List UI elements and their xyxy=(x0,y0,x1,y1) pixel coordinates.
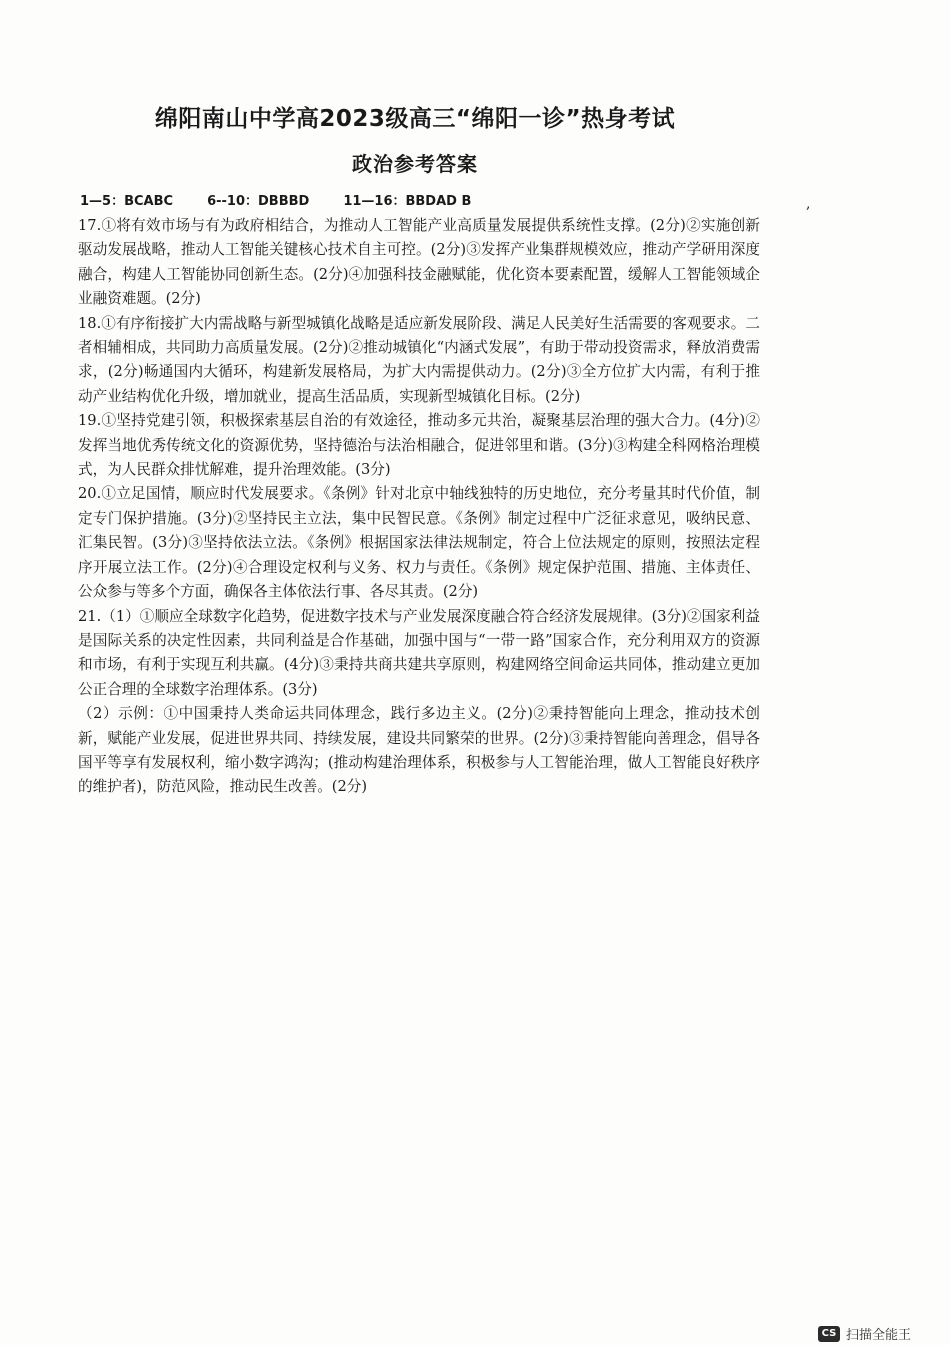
answer-21-part-1: 21.（1）①顺应全球数字化趋势，促进数字技术与产业发展深度融合符合经济发展规律。(3分)②国家利益是国际关系的决定性因素，共同利益是合作基础，加强中国与“一带一路”国家合作，充分利用双方的资源和市场，有利于实现互利共赢。(4分)③秉持共商共建共享原则，构建网络空间命运共同体，推动建立更加公正合理的全球数字治理体系。(3分) xyxy=(78,607,760,698)
answer-body xyxy=(78,214,760,800)
answer-18: 18.①有序衔接扩大内需战略与新型城镇化战略是适应新发展阶段、满足人民美好生活需要的客观要求。二者相辅相成，共同助力高质量发展。(2分)②推动城镇化“内涵式发展”，有助于带动投资需求，释放消费需求，(2分)畅通国内大循环，构建新发展格局，为扩大内需提供动力。(2分)③全方位扩大内需，有利于推动产业结构优化升级，增加就业，提高生活品质，实现新型城镇化目标。(2分) xyxy=(78,314,760,405)
scanner-watermark xyxy=(818,1322,950,1345)
answer-19: 19.①坚持党建引领，积极探索基层自治的有效途径，推动多元共治，凝聚基层治理的强大合力。(4分)②发挥当地优秀传统文化的资源优势，坚持德治与法治相融合，促进邻里和谐。(3分)③构建全科网格治理模式，为人民群众排忧解难，提升治理效能。(3分) xyxy=(78,412,760,479)
answer-20: 20.①立足国情，顺应时代发展要求。《条例》针对北京中轴线独特的历史地位，充分考量其时代价值，制定专门保护措施。(3分)②坚持民主立法，集中民智民意。《条例》制定过程中广泛征求意见，吸纳民意、汇集民智。(3分)③坚持依法立法。《条例》根据国家法律法规制定，符合上位法规定的原则，按照法定程序开展立法工作。(2分)④合理设定权利与义务、权力与责任。《条例》规定保护范围、措施、主体责任、公众参与等多个方面，确保各主体依法行事、各尽其责。(2分) xyxy=(78,485,760,601)
scanner-label: 扫描全能王 xyxy=(846,1328,912,1343)
answer-21-part-2: （2）示例：①中国秉持人类命运共同体理念，践行多边主义。(2分)②秉持智能向上理念，推动技术创新，赋能产业发展，促进世界共同、持续发展，建设共同繁荣的世界。(2分)③秉持智能向善理念，倡导各国平等享有发展权利，缩小数字鸿沟；(推动构建治理体系，积极参与人工智能治理，做人工智能良好秩序的维护者)，防范风险，推动民生改善。(2分) xyxy=(78,705,760,796)
mc-group-3: 11—16：BBDAD B xyxy=(343,194,472,209)
document-title: 绵阳南山中学高2023级高三“绵阳一诊”热身考试 xyxy=(154,106,676,132)
mc-group-2: 6--10：DBBBD xyxy=(207,194,310,209)
scanner-logo-icon: CS xyxy=(818,1326,840,1342)
stray-mark: , xyxy=(806,196,811,212)
answer-17: 17.①将有效市场与有为政府相结合，为推动人工智能产业高质量发展提供系统性支撑。(2分)②实施创新驱动发展战略，推动人工智能关键核心技术自主可控。(2分)③发挥产业集群规模效应，推动产学研用深度融合，构建人工智能协同创新生态。(2分)④加强科技金融赋能，优化资本要素配置，缓解人工智能领域企业融资难题。(2分) xyxy=(78,217,760,308)
multiple-choice-answers xyxy=(80,190,471,209)
document-subtitle: 政治参考答案 xyxy=(352,152,478,176)
mc-group-1: 1—5：BCABC xyxy=(80,194,174,209)
